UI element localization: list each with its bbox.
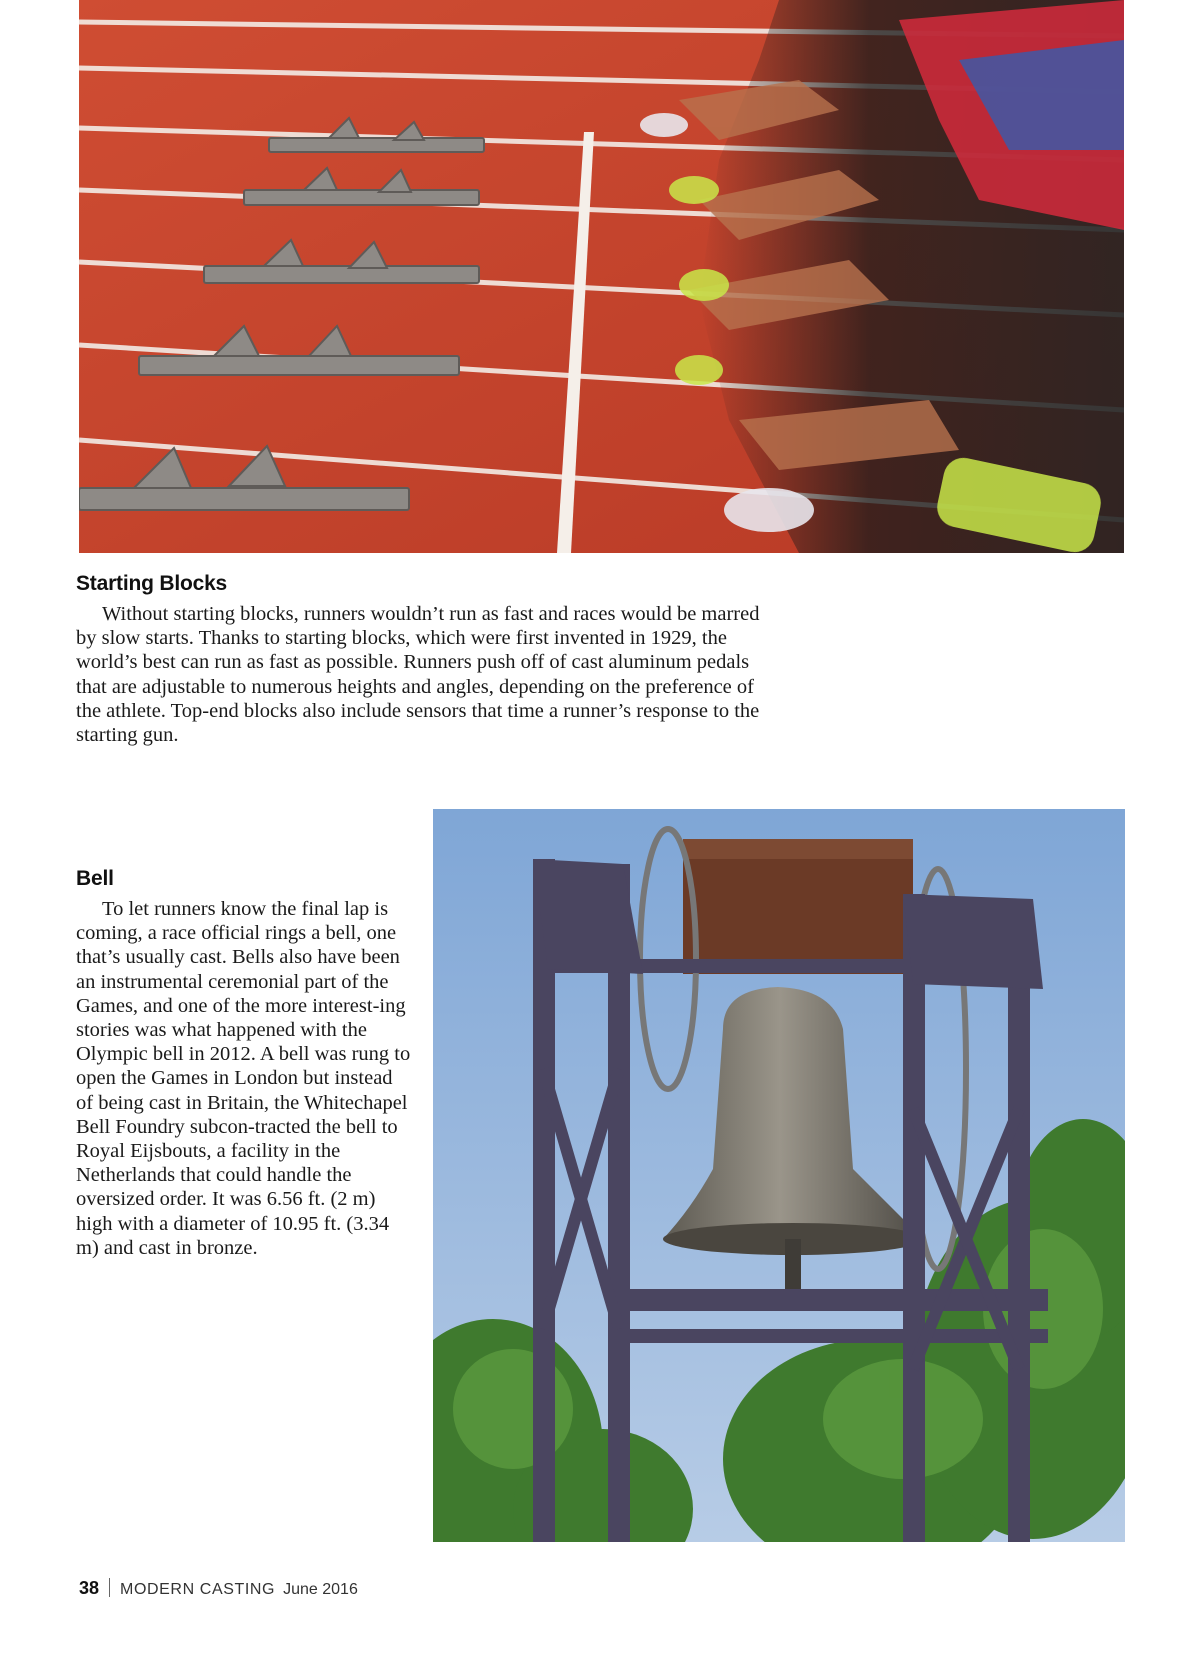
section-body-bell: To let runners know the final lap is coming, a race official rings a bell, one that’s usually cast. Bells also have been an instrumental ceremonial part of the Games, and one of the more interest-ing stories was what happened with the Olympic bell in 2012. A bell was rung to open the Games in London but instead of being cast in Britain, the Whitechapel Bell Foundry subcon-tracted the bell to Royal Eijsbouts, a facility in the Netherlands that could handle the oversized order. It was 6.56 ft. (2 m) high with a diameter of 10.95 ft. (3.34 m) and cast in bronze. <box>76 898 411 1259</box>
section-body-starting-blocks: Without starting blocks, runners wouldn’t run as fast and races would be marred by slow starts. Thanks to starting blocks, which were first invented in 1929, the world’s best can run as fast as possible. Runners push off of cast aluminum pedals that are adjustable to numerous heights and angles, depending on the preference of the athlete. Top-end blocks also include sensors that time a runner’s response to the starting gun. <box>76 603 760 747</box>
issue-date: June 2016 <box>283 1581 358 1598</box>
page-number: 38 <box>79 1578 100 1598</box>
footer-divider <box>109 1578 110 1597</box>
olympic-bell-photo-illustration <box>433 809 1125 1542</box>
section-title-starting-blocks: Starting Blocks <box>76 572 228 595</box>
section-title-bell: Bell <box>76 867 114 890</box>
olympic-bell-photo <box>433 809 1125 1542</box>
magazine-name: MODERN CASTING <box>120 1581 276 1598</box>
page-footer <box>79 1578 358 1599</box>
starting-blocks-photo-illustration <box>79 0 1124 553</box>
starting-blocks-photo <box>79 0 1124 553</box>
